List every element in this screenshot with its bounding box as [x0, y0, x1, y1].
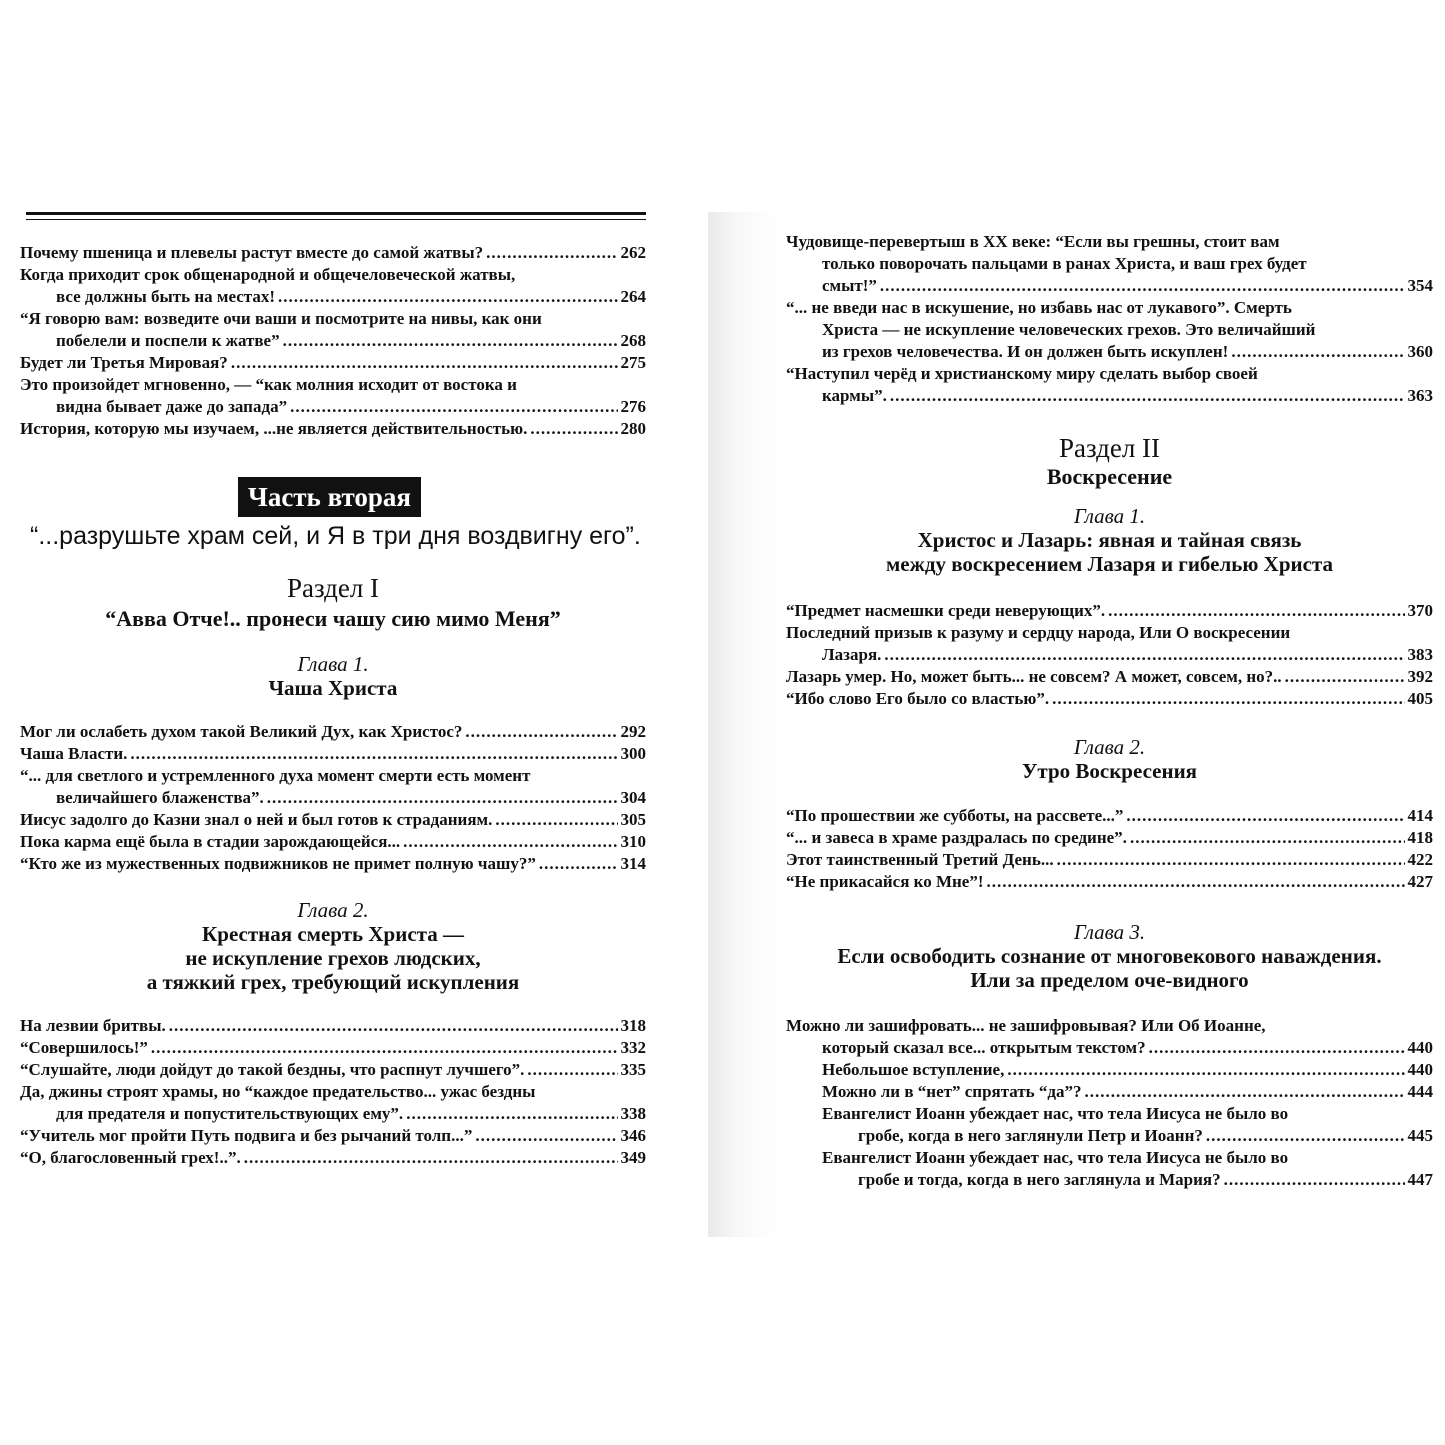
- chapter-title: Утро Воскресения: [1021, 759, 1198, 783]
- dot-leader: [1206, 1125, 1405, 1147]
- dot-leader: [1285, 666, 1405, 688]
- toc-page-number: 304: [620, 788, 646, 807]
- toc-entry[interactable]: [786, 363, 1433, 407]
- chapter-header: [20, 898, 646, 994]
- toc-entry[interactable]: [786, 1081, 1433, 1103]
- toc-entry-title: Этот таинственный Третий День...: [786, 850, 1054, 869]
- toc-entry-title: “О, благословенный грех!..”.: [20, 1148, 241, 1167]
- toc-page-number: 418: [1407, 828, 1433, 847]
- toc-page-number: 360: [1407, 342, 1433, 361]
- toc-entry[interactable]: [20, 831, 646, 853]
- toc-entry[interactable]: [20, 1059, 646, 1081]
- section-label: Раздел II: [1058, 433, 1161, 463]
- toc-entry-title: все должны быть на местах!: [56, 287, 275, 306]
- dot-leader: [1126, 805, 1404, 827]
- toc-page-number: 405: [1407, 689, 1433, 708]
- toc-entry-title: Лазаря.: [822, 645, 882, 664]
- toc-page-number: 445: [1407, 1126, 1433, 1145]
- toc-page-number: 332: [620, 1038, 646, 1057]
- toc-entry[interactable]: [786, 622, 1433, 666]
- toc-page-number: 262: [620, 243, 646, 262]
- toc-entry-title: Евангелист Иоанн убеждает нас, что тела Иисуса не было во: [822, 1148, 1289, 1167]
- toc-page-number: 383: [1407, 645, 1433, 664]
- toc-entry-title: “Учитель мог пройти Путь подвига и без рычаний толп...”: [20, 1126, 473, 1145]
- toc-entry[interactable]: [786, 688, 1433, 710]
- toc-page-number: 370: [1407, 601, 1433, 620]
- chapter-header: [786, 920, 1433, 992]
- toc-entry-title: Это произойдет мгновенно, — “как молния исходит от востока и: [20, 375, 517, 394]
- toc-entry-title: Будет ли Третья Мировая?: [20, 353, 228, 372]
- toc-entry[interactable]: [20, 308, 646, 352]
- toc-entry-title: Христа — не искупление человеческих грехов. Это величайший: [822, 320, 1316, 339]
- section-label: Раздел I: [286, 573, 380, 603]
- toc-page-number: 363: [1407, 386, 1433, 405]
- toc-entry-title: смыт!”: [822, 276, 877, 295]
- toc-entry-title: “Слушайте, люди дойдут до такой бездны, что распнут лучшего”.: [20, 1060, 525, 1079]
- toc-page-number: 275: [620, 353, 646, 372]
- toc-entry[interactable]: [20, 352, 646, 374]
- toc-entry-title: Чудовище-перевертыш в XX веке: “Если вы грешны, стоит вам: [786, 232, 1280, 251]
- dot-leader: [987, 871, 1405, 893]
- dot-leader: [267, 787, 618, 809]
- toc-page-number: 268: [620, 331, 646, 350]
- toc-page-number: 447: [1407, 1170, 1433, 1189]
- toc-entry-title: “Кто же из мужественных подвижников не примет полную чашу?”: [20, 854, 536, 873]
- toc-entry-title: Пока карма ещё была в стадии зарождающейся...: [20, 832, 401, 851]
- chapter-header: [786, 735, 1433, 783]
- toc-entry-title: для предателя и попустительствующих ему”.: [56, 1104, 404, 1123]
- toc-entry[interactable]: [786, 1059, 1433, 1081]
- toc-entry[interactable]: [786, 805, 1433, 827]
- toc-page-number: 392: [1407, 667, 1433, 686]
- chapter-title: Чаша Христа: [268, 676, 398, 700]
- dot-leader: [244, 1147, 618, 1169]
- toc-entry-title: Когда приходит срок общенародной и общечеловеческой жатвы,: [20, 265, 516, 284]
- chapter-title-line: между воскресением Лазаря и гибелью Христа: [886, 552, 1333, 576]
- chapter-title: [786, 528, 1433, 576]
- toc-entry-title: Небольшое вступление,: [822, 1060, 1005, 1079]
- right-page: [708, 212, 1433, 1237]
- chapter-header: [786, 504, 1433, 576]
- dot-leader: [884, 644, 1404, 666]
- dot-leader: [880, 275, 1405, 297]
- dot-leader: [1108, 600, 1404, 622]
- toc-list-chapter-3: [786, 1015, 1433, 1191]
- toc-entry[interactable]: [20, 1147, 646, 1169]
- toc-entry-title: “По прошествии же субботы, на рассвете...”: [786, 806, 1124, 825]
- section-header: [20, 572, 646, 632]
- toc-page-number: 414: [1407, 806, 1433, 825]
- toc-page-number: 305: [620, 810, 646, 829]
- dot-leader: [406, 1103, 617, 1125]
- toc-entry-title: История, которую мы изучаем, ...не является действительностью.: [20, 419, 528, 438]
- toc-entry[interactable]: [20, 242, 646, 264]
- toc-page-number: 280: [620, 419, 646, 438]
- chapter-title-line: а тяжкий грех, требующий искупления: [146, 970, 520, 994]
- toc-page-number: 310: [620, 832, 646, 851]
- dot-leader: [1007, 1059, 1404, 1081]
- toc-page-number: 276: [620, 397, 646, 416]
- toc-entry-title: из грехов человечества. И он должен быть искуплен!: [822, 342, 1229, 361]
- toc-entry[interactable]: [20, 853, 646, 875]
- toc-entry[interactable]: [786, 849, 1433, 871]
- toc-entry-title: который сказал все... открытым текстом?: [822, 1038, 1146, 1057]
- toc-list-chapter-2: [20, 1015, 646, 1169]
- dot-leader: [475, 1125, 617, 1147]
- toc-page-number: 346: [620, 1126, 646, 1145]
- toc-entry[interactable]: [786, 871, 1433, 893]
- dot-leader: [890, 385, 1405, 407]
- toc-entry-title: Можно ли в “нет” спрятать “да”?: [822, 1082, 1082, 1101]
- toc-entry[interactable]: [20, 374, 646, 418]
- dot-leader: [151, 1037, 618, 1059]
- toc-entry[interactable]: [786, 231, 1433, 297]
- chapter-title-line: Или за пределом оче-видного: [970, 968, 1249, 992]
- toc-page-number: 264: [620, 287, 646, 306]
- toc-entry-title: Да, джины строят храмы, но “каждое предательство... ужас бездны: [20, 1082, 536, 1101]
- toc-page-number: 427: [1407, 872, 1433, 891]
- toc-entry[interactable]: [786, 1015, 1433, 1059]
- toc-entry-title: “... и завеса в храме раздралась по средине”.: [786, 828, 1127, 847]
- chapter-label: Глава 2.: [1073, 735, 1146, 759]
- toc-entry-title: Лазарь умер. Но, может быть... не совсем? А может, совсем, но?..: [786, 667, 1282, 686]
- chapter-title-line: Крестная смерть Христа —: [202, 922, 464, 946]
- toc-page-number: 335: [620, 1060, 646, 1079]
- toc-entry-title: Чаша Власти.: [20, 744, 128, 763]
- toc-entry-title: побелели и поспели к жатве”: [56, 331, 280, 350]
- left-page: [20, 212, 646, 1237]
- toc-entry[interactable]: [786, 600, 1433, 622]
- dot-leader: [495, 809, 617, 831]
- dot-leader: [530, 418, 617, 440]
- chapter-header: [20, 652, 646, 700]
- part-title: Часть вторая: [238, 477, 421, 517]
- chapter-title-line: Если освободить сознание от многовекового наваждения.: [837, 944, 1382, 968]
- toc-page-number: 354: [1407, 276, 1433, 295]
- toc-entry-title: “Предмет насмешки среди неверующих”.: [786, 601, 1106, 620]
- chapter-label: Глава 1.: [297, 652, 369, 676]
- chapter-label: Глава 2.: [297, 898, 369, 922]
- toc-list-left-top: [20, 242, 646, 440]
- toc-page-number: 292: [620, 722, 646, 741]
- toc-entry[interactable]: [786, 1147, 1433, 1191]
- dot-leader: [465, 721, 617, 743]
- dot-leader: [130, 743, 617, 765]
- toc-entry[interactable]: [20, 809, 646, 831]
- toc-entry[interactable]: [20, 1081, 646, 1125]
- toc-entry-title: На лезвии бритвы.: [20, 1016, 166, 1035]
- chapter-title: [786, 944, 1433, 992]
- toc-page-number: 440: [1407, 1060, 1433, 1079]
- toc-entry[interactable]: [786, 1103, 1433, 1147]
- dot-leader: [1130, 827, 1405, 849]
- toc-entry-title: Почему пшеница и плевелы растут вместе до самой жатвы?: [20, 243, 484, 262]
- toc-page-number: 338: [620, 1104, 646, 1123]
- dot-leader: [1085, 1081, 1405, 1103]
- dot-leader: [1149, 1037, 1405, 1059]
- chapter-label: Глава 3.: [1073, 920, 1146, 944]
- toc-entry[interactable]: [786, 827, 1433, 849]
- toc-entry-title: “Я говорю вам: возведите очи ваши и посмотрите на нивы, как они: [20, 309, 542, 328]
- toc-list-chapter-1: [786, 600, 1433, 710]
- toc-entry[interactable]: [20, 721, 646, 743]
- chapter-title-line: Христос и Лазарь: явная и тайная связь: [917, 528, 1302, 552]
- dot-leader: [486, 242, 617, 264]
- toc-entry[interactable]: [786, 666, 1433, 688]
- toc-entry-title: кармы”.: [822, 386, 887, 405]
- toc-entry[interactable]: [20, 1125, 646, 1147]
- toc-entry-title: “Совершилось!”: [20, 1038, 148, 1057]
- header-rule: [26, 212, 646, 218]
- toc-list-right-top: [786, 231, 1433, 407]
- chapter-title-line: не искупление грехов людских,: [185, 946, 481, 970]
- dot-leader: [231, 352, 618, 374]
- toc-entry-title: только поворочать пальцами в ранах Христа, и ваш грех будет: [822, 254, 1307, 273]
- toc-entry-title: гробе и тогда, когда в него заглянула и Мария?: [858, 1170, 1221, 1189]
- toc-entry-title: Иисус задолго до Казни знал о ней и был готов к страданиям.: [20, 810, 493, 829]
- toc-list-chapter-1: [20, 721, 646, 875]
- section-title: Воскресение: [1046, 464, 1173, 489]
- dot-leader: [1057, 849, 1405, 871]
- toc-entry[interactable]: [20, 1015, 646, 1037]
- dot-leader: [1052, 688, 1404, 710]
- toc-entry-title: Можно ли зашифровать... не зашифровывая? Или Об Иоанне,: [786, 1016, 1266, 1035]
- dot-leader: [278, 286, 618, 308]
- toc-entry-title: “... для светлого и устремленного духа момент смерти есть момент: [20, 766, 531, 785]
- toc-page-number: 444: [1407, 1082, 1433, 1101]
- toc-page-number: 440: [1407, 1038, 1433, 1057]
- toc-list-chapter-2: [786, 805, 1433, 893]
- toc-entry-title: “Ибо слово Его было со властью”.: [786, 689, 1050, 708]
- dot-leader: [1224, 1169, 1405, 1191]
- toc-page-number: 349: [620, 1148, 646, 1167]
- toc-page-number: 422: [1407, 850, 1433, 869]
- toc-entry[interactable]: [20, 765, 646, 809]
- chapter-label: Глава 1.: [1073, 504, 1146, 528]
- toc-entry[interactable]: [20, 418, 646, 440]
- toc-page-number: 300: [620, 744, 646, 763]
- chapter-title: [20, 922, 646, 994]
- dot-leader: [539, 853, 618, 875]
- toc-entry[interactable]: [20, 743, 646, 765]
- toc-entry[interactable]: [20, 1037, 646, 1059]
- dot-leader: [290, 396, 617, 418]
- dot-leader: [1231, 341, 1404, 363]
- toc-entry-title: Евангелист Иоанн убеждает нас, что тела Иисуса не было во: [822, 1104, 1289, 1123]
- toc-entry-title: Мог ли ослабеть духом такой Великий Дух, как Христос?: [20, 722, 463, 741]
- toc-entry-title: “Не прикасайся ко Мне”!: [786, 872, 984, 891]
- toc-entry[interactable]: [786, 297, 1433, 363]
- toc-entry-title: “... не введи нас в искушение, но избавь нас от лукавого”. Смерть: [786, 298, 1292, 317]
- toc-page-number: 314: [620, 854, 646, 873]
- section-title: “Авва Отче!.. пронеси чашу сию мимо Меня”: [105, 606, 561, 631]
- section-header: [786, 432, 1433, 490]
- dot-leader: [283, 330, 618, 352]
- toc-entry-title: величайшего блаженства”.: [56, 788, 264, 807]
- toc-entry-title: видна бывает даже до запада”: [56, 397, 288, 416]
- toc-entry-title: гробе, когда в него заглянули Петр и Иоанн?: [858, 1126, 1203, 1145]
- toc-page-number: 318: [620, 1016, 646, 1035]
- dot-leader: [169, 1015, 618, 1037]
- toc-entry[interactable]: [20, 264, 646, 308]
- toc-entry-title: Последний призыв к разуму и сердцу народа, Или О воскресении: [786, 623, 1291, 642]
- dot-leader: [527, 1059, 617, 1081]
- dot-leader: [403, 831, 617, 853]
- toc-entry-title: “Наступил черёд и христианскому миру сделать выбор своей: [786, 364, 1258, 383]
- epigraph: “...разрушьте храм сей, и Я в три дня воздвигну его”.: [30, 522, 641, 550]
